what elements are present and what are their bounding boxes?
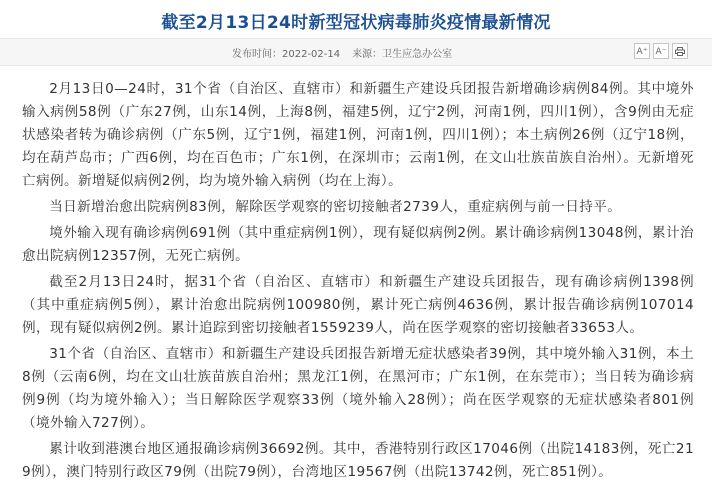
article-title: 截至2月13日24时新型冠状病毒肺炎疫情最新情况 xyxy=(161,13,551,33)
article-body xyxy=(22,78,694,487)
font-increase-button[interactable]: A⁺ xyxy=(634,43,650,59)
article-meta xyxy=(232,45,452,60)
source-name: 卫生应急办公室 xyxy=(382,49,453,60)
paragraph-new-cases: 2月13日0—24时，31个省（自治区、直辖市）和新疆生产建设兵团报告新增确诊病例84例。其中境外输入病例58例（广东27例，山东14例，上海8例，福建5例，辽宁2例，河南1例，四川1例），含9例由无症状感染者转为确诊病例（广东5例，辽宁1例，福建1例，河南1例，四川1例）；本土病例26例（辽宁18例，均在葫芦岛市；广西6例，均在百色市；广东1例，在深圳市；云南1例，在文山壮族苗族自治州）。无新增死亡病例。新增疑似病例2例，均为境外输入病例（均在上海）。 xyxy=(22,81,694,189)
print-icon xyxy=(675,47,685,56)
print-button[interactable] xyxy=(672,43,688,59)
paragraph-imported: 境外输入现有确诊病例691例（其中重症病例1例），现有疑似病例2例。累计确诊病例13048例，累计治愈出院病例12357例，无死亡病例。 xyxy=(22,225,694,264)
paragraph-hk-macao-taiwan: 累计收到港澳台地区通报确诊病例36692例。其中，香港特别行政区17046例（出院14183例，死亡219例），澳门特别行政区79例（出院79例），台湾地区19567例（出院13742例，死亡851例）。 xyxy=(22,441,694,480)
article-meta-bar xyxy=(0,38,712,66)
published-label: 发布时间： xyxy=(232,49,282,60)
paragraph-asymptomatic: 31个省（自治区、直辖市）和新疆生产建设兵团报告新增无症状感染者39例，其中境外输入31例，本土8例（云南6例，均在文山壮族苗族自治州；黑龙江1例，在黑河市；广东1例，在东莞市）；当日转为确诊病例9例（均为境外输入）；当日解除医学观察33例（境外输入28例）；尚在医学观察的无症状感染者801例（境外输入727例）。 xyxy=(22,346,694,431)
paragraph-recovered: 当日新增治愈出院病例83例，解除医学观察的密切接触者2739人，重症病例与前一日持平。 xyxy=(49,199,622,215)
published-date: 2022-02-14 xyxy=(282,49,341,60)
paragraph-cumulative: 截至2月13日24时，据31个省（自治区、直辖市）和新疆生产建设兵团报告，现有确诊病例1398例（其中重症病例5例），累计治愈出院病例100980例，累计死亡病例4636例，累计报告确诊病例107014例，现有疑似病例2例。累计追踪到密切接触者1559239人，尚在医学观察的密切接触者33653人。 xyxy=(22,274,694,336)
source-label: 来源： xyxy=(352,49,383,60)
article-toolbar xyxy=(634,43,688,59)
font-decrease-button[interactable]: A⁻ xyxy=(653,43,669,59)
